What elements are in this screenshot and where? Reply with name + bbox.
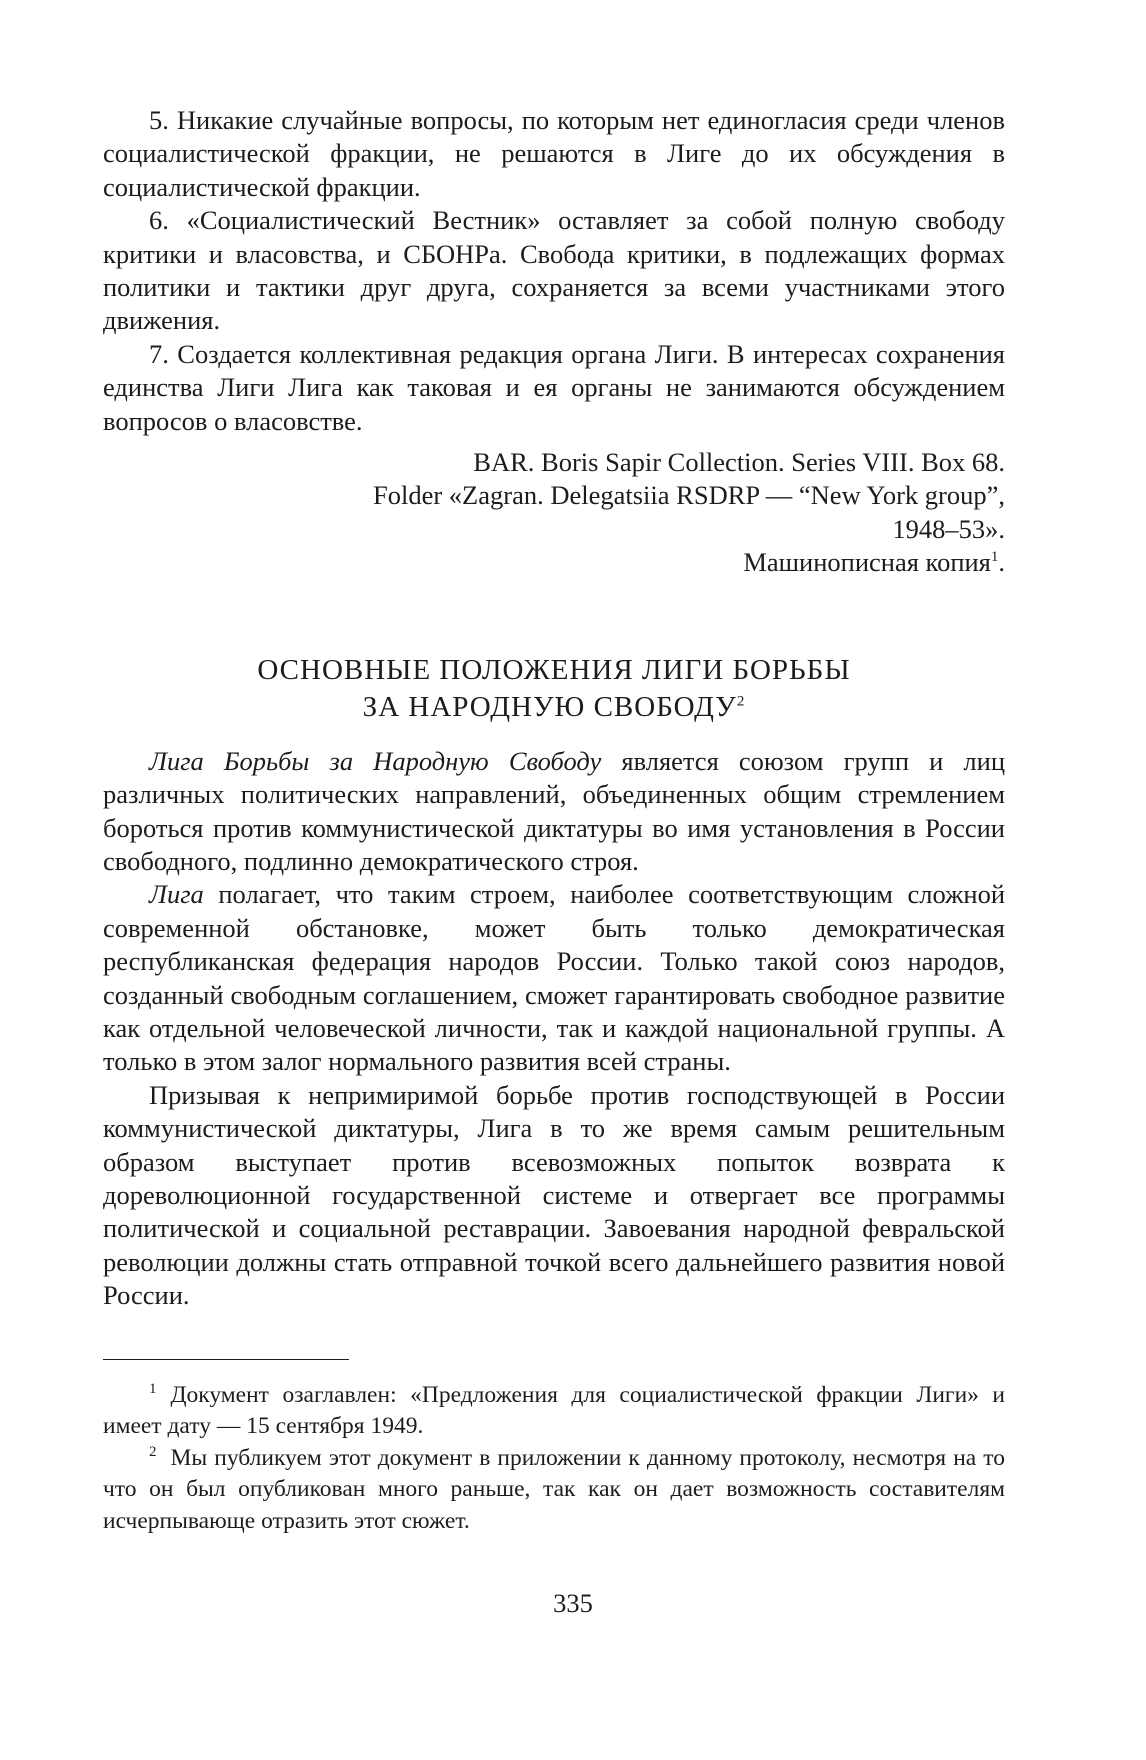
- body-paragraph-1: [103, 745, 1005, 879]
- league-name-italic: Лига Борьбы за Народную Свободу: [149, 745, 602, 776]
- heading-line-2-text: ЗА НАРОДНУЮ СВОБОДУ: [362, 690, 737, 723]
- body-paragraph-2-text: полагает, что таким строем, наиболее соответствующим сложной современной обстановке, может быть только демократическая республиканская федерация народов России. Только такой союз народов, созданный свободным соглашением, сможет гарантировать свободное развитие как отдельной человеческой личности, так и каждой национальной группы. А только в этом залог нормального развития всей страны.: [103, 879, 1005, 1077]
- list-item-6: 6. «Социалистический Вестник» оставляет за собой полную свободу критики и власовства, и СБОНРа. Свобода критики, в подлежащих формах политики и тактики друг друга, сохраняется за всеми участниками этого движения.: [103, 205, 1005, 336]
- footnote-2-text: Мы публикуем этот документ в приложении к данному протоколу, несмотря на то что он был опубликован много раньше, так как он дает возможность составителям исчерпывающе отразить этот сюжет.: [103, 1444, 1005, 1534]
- heading-line-2: [103, 689, 1005, 726]
- source-line-4: [103, 546, 1005, 579]
- source-line-1: BAR. Boris Sapir Collection. Series VIII. Box 68.: [473, 447, 1005, 478]
- source-copy-type: Машинописная копия: [743, 547, 991, 578]
- body-paragraph-1-text: является союзом групп и лиц различных политических направлений, объединенных общим стремлением бороться против коммунистической диктатуры во имя установления в России свободного, подлинно демократического строя.: [103, 745, 1006, 876]
- footnote-mark-1: 1: [149, 1380, 157, 1397]
- body-paragraph-3: Призывая к непримиримой борьбе против господствующей в России коммунистической диктатуры, Лига в то же время самым решительным образом выступает против всевозможных попыток возврата к дореволюционной государственной системе и отвергает все программы политической и социальной реставрации. Завоевания народной февральской революции должны стать отправной точкой всего дальнейшего развития новой России.: [103, 1079, 1005, 1311]
- league-italic: Лига: [149, 879, 204, 910]
- footnote-1: [103, 1380, 1005, 1443]
- list-item-5: 5. Никакие случайные вопросы, по которым нет единогласия среди членов социалистической фракции, не решаются в Лиге до их обсуждения в социалистической фракции.: [103, 105, 1005, 202]
- footnote-divider: [103, 1359, 349, 1360]
- footnote-ref-2[interactable]: 2: [736, 693, 746, 710]
- footnote-mark-2: 2: [149, 1443, 157, 1460]
- section-body: [103, 745, 1005, 1313]
- heading-line-1: ОСНОВНЫЕ ПОЛОЖЕНИЯ ЛИГИ БОРЬБЫ: [257, 653, 851, 686]
- section-heading: [103, 652, 1005, 726]
- archival-source: [103, 446, 1005, 580]
- footnote-ref-1[interactable]: 1: [990, 549, 999, 566]
- source-line-3: 1948–53».: [892, 513, 1005, 544]
- source-line-2: Folder «Zagran. Delegatsiia RSDRP — “New York group”,: [373, 480, 1005, 511]
- body-paragraph-2: [103, 878, 1005, 1078]
- footnote-2: [103, 1443, 1005, 1538]
- list-item-7: 7. Создается коллективная редакция органа Лиги. В интересах сохранения единства Лиги Лига как таковая и ея органы не занимаются обсуждением вопросов о власовстве.: [103, 338, 1005, 436]
- footnotes: [103, 1380, 1005, 1538]
- source-line-4-end: .: [998, 547, 1005, 578]
- footnote-1-text: Документ озаглавлен: «Предложения для социалистической фракции Лиги» и имеет дату — 15 сентября 1949.: [103, 1381, 1005, 1440]
- page-number: 335: [553, 1588, 593, 1618]
- page-content: [103, 104, 1005, 1537]
